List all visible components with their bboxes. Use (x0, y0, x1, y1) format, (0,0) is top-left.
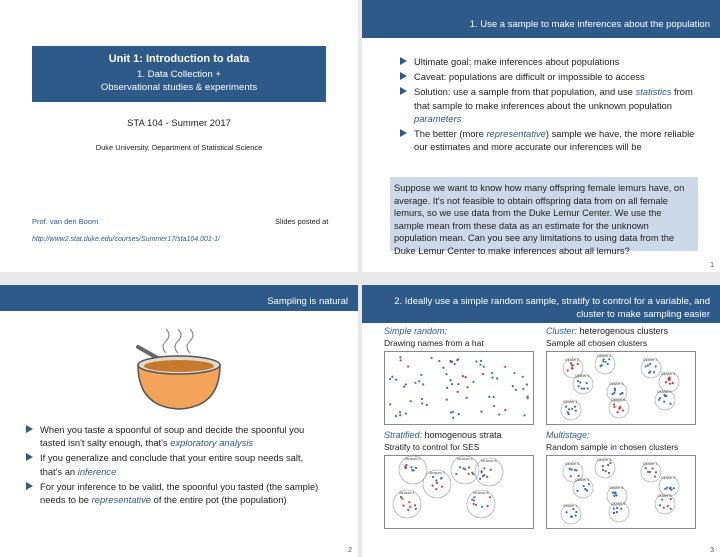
sample-point (407, 509, 409, 511)
sample-point (570, 475, 572, 477)
slide-header: 1. Use a sample to make inferences about the population (362, 0, 720, 38)
sample-point (588, 483, 590, 485)
sample-point (611, 393, 613, 395)
sample-point (456, 359, 458, 361)
sample-point (648, 372, 650, 374)
course-url[interactable]: http://www2.stat.duke.edu/courses/Summer17/sta104.001-1/ (32, 236, 220, 243)
sample-point (490, 469, 492, 471)
multistage-plot (546, 455, 696, 529)
sample-point (420, 374, 422, 376)
sample-point (602, 360, 604, 362)
sample-point (570, 362, 572, 364)
sample-point (441, 477, 443, 479)
sample-point (475, 360, 477, 362)
sample-point (584, 488, 586, 490)
sample-point (669, 487, 671, 489)
sample-point (483, 474, 485, 476)
sample-point (602, 469, 604, 471)
sample-point (576, 490, 578, 492)
bullet-icon (400, 72, 407, 80)
sample-point (645, 467, 647, 469)
sample-point (480, 411, 482, 413)
sample-point (665, 395, 667, 397)
sample-point (414, 504, 416, 506)
sample-point (605, 470, 607, 472)
sample-point (498, 413, 500, 415)
sample-point (614, 389, 616, 391)
sample-point (512, 385, 514, 387)
sample-point (655, 471, 657, 473)
stratum-label: Stratum 1 (399, 491, 415, 495)
sample-point (479, 478, 481, 480)
sample-point (407, 365, 409, 367)
sample-point (480, 360, 482, 362)
sample-point (649, 471, 651, 473)
sample-point (415, 508, 417, 510)
sample-point (669, 378, 671, 380)
page-number: 2 (348, 547, 352, 554)
sample-point (601, 364, 603, 366)
sample-point (673, 487, 675, 489)
sample-point (567, 369, 569, 371)
sample-point (395, 415, 397, 417)
sample-point (607, 363, 609, 365)
sample-point (504, 366, 506, 368)
cluster-label: Cluster 3 (597, 458, 612, 462)
sample-point (612, 492, 614, 494)
sample-point (471, 472, 473, 474)
cluster-label: Cluster 8 (661, 372, 676, 376)
sample-point (452, 417, 454, 419)
sample-point (432, 476, 434, 478)
sample-point (513, 372, 515, 374)
bullet-list (26, 423, 326, 508)
sample-point (616, 511, 618, 513)
sample-point (442, 367, 444, 369)
sample-point (458, 413, 460, 415)
sample-point (522, 376, 524, 378)
sample-point (579, 381, 581, 383)
sample-point (613, 406, 615, 408)
sample-point (659, 504, 661, 506)
cluster-label: Cluster 3 (597, 354, 612, 358)
soup-pot-illustration (124, 325, 234, 415)
sample-point (575, 511, 577, 513)
cluster-label: Cluster 7 (643, 462, 658, 466)
sample-point (457, 391, 459, 393)
sample-point (568, 413, 570, 415)
sample-point (654, 475, 656, 477)
cluster-label: Cluster 4 (575, 374, 590, 378)
sample-point (473, 499, 475, 501)
page-number: 3 (710, 547, 714, 554)
sample-point (616, 494, 618, 496)
sample-point (411, 469, 413, 471)
sample-point (483, 366, 485, 368)
slide-title (0, 0, 358, 272)
sample-point (454, 363, 456, 365)
sample-point (475, 504, 477, 506)
slide-header: Sampling is natural (0, 285, 358, 311)
sample-point (408, 501, 410, 503)
sample-point (459, 466, 461, 468)
sample-point (583, 388, 585, 390)
sample-point (609, 462, 611, 464)
bullet-icon (26, 453, 33, 461)
bullet-item: If you generalize and conclude that your entire soup needs salt, that's an inference (26, 451, 326, 477)
sample-point (522, 388, 524, 390)
cluster-label: Cluster 4 (575, 478, 590, 482)
sample-point (647, 364, 649, 366)
sample-point (583, 485, 585, 487)
sample-point (481, 506, 483, 508)
sample-point (568, 408, 570, 410)
cluster-label: Cluster 2 (565, 462, 580, 466)
cluster-label: Cluster 6 (611, 502, 626, 506)
unit-subtitle-2: Observational studies & experiments (100, 82, 258, 93)
sample-point (669, 403, 671, 405)
sample-point (571, 408, 573, 410)
lemur-example-box: Suppose we want to know how many offspring female lemurs have, on average. It's not feasible to obtain offspring data from on all female lemurs, so we use data from the Duke Lemur Center. We use the sample mean from these data as an estimate for the unknown population mean. Can you see any limitations to using data from the Duke Lemur Center to make inferences about all lemurs? (390, 177, 698, 251)
stratum-label: Stratum 5 (481, 459, 497, 463)
sample-point (665, 381, 667, 383)
sample-point (450, 360, 452, 362)
bullet-item: Solution: use a sample from that population, and use statistics from that sample to make inferences about the unknown population parameters (400, 85, 700, 125)
sample-point (489, 496, 491, 498)
sample-point (504, 409, 506, 411)
sample-point (670, 498, 672, 500)
sample-point (389, 378, 391, 380)
sample-point (473, 503, 475, 505)
cluster-label: Cluster 1 (563, 504, 578, 508)
sample-point (571, 468, 573, 470)
sample-point (414, 382, 416, 384)
department: Duke University, Department of Statistical Science (95, 143, 263, 152)
sample-point (670, 508, 672, 510)
slides-note: Slides posted at (275, 217, 329, 226)
sample-point (402, 505, 404, 507)
sample-point (527, 397, 529, 399)
slide-sampling-natural (0, 285, 358, 557)
sample-point (569, 468, 571, 470)
sample-point (649, 363, 651, 365)
multistage-caption: Multistage: Random sample in chosen clusters (546, 430, 679, 452)
sample-point (620, 508, 622, 510)
cluster-label: Cluster 9 (657, 494, 672, 498)
sample-point (491, 377, 493, 379)
sample-point (493, 396, 495, 398)
cluster-caption: Cluster: heterogenous clusters Sample all chosen clusters (546, 326, 669, 348)
sample-point (613, 508, 615, 510)
sample-point (405, 464, 407, 466)
stratified-caption: Stratified: homogenous strata Stratify to control for SES (384, 430, 502, 452)
sample-point (602, 465, 604, 467)
sample-point (565, 406, 567, 408)
stratum-label: Stratum 4 (457, 457, 473, 461)
sample-point (621, 392, 623, 394)
sample-point (409, 506, 411, 508)
sample-point (466, 386, 468, 388)
simple-random-plot (384, 351, 534, 425)
sample-point (578, 385, 580, 387)
sample-point (586, 382, 588, 384)
sample-point (613, 403, 615, 405)
sample-point (619, 393, 621, 395)
sample-point (571, 367, 573, 369)
sample-point (457, 383, 459, 385)
sample-point (462, 467, 464, 469)
sample-point (663, 401, 665, 403)
bullet-item: Ultimate goal: make inferences about populations (400, 55, 700, 68)
sample-point (616, 411, 618, 413)
unit-subtitle-1: 1. Data Collection + (137, 69, 221, 80)
sample-point (482, 373, 484, 375)
sample-point (410, 466, 412, 468)
sample-point (455, 473, 457, 475)
sample-point (430, 357, 432, 359)
sample-point (653, 371, 655, 373)
sample-point (577, 380, 579, 382)
bullet-icon (400, 129, 407, 137)
sample-point (604, 361, 606, 363)
sample-point (399, 356, 401, 358)
sample-point (462, 375, 464, 377)
sample-point (664, 488, 666, 490)
sample-point (663, 507, 665, 509)
sample-point (431, 485, 433, 487)
sample-point (523, 414, 525, 416)
sample-point (487, 505, 489, 507)
sample-point (580, 387, 582, 389)
sample-point (438, 360, 440, 362)
sample-point (405, 466, 407, 468)
sample-point (666, 486, 668, 488)
sample-point (578, 475, 580, 477)
sample-point (603, 358, 605, 360)
sample-point (405, 412, 407, 414)
sample-point (449, 379, 451, 381)
sample-point (483, 467, 485, 469)
sample-point (479, 364, 481, 366)
sample-point (435, 488, 437, 490)
sample-point (655, 365, 657, 367)
sample-point (659, 397, 661, 399)
sample-point (491, 372, 493, 374)
bullet-icon (400, 87, 407, 95)
sample-point (446, 398, 448, 400)
sample-point (445, 373, 447, 375)
cluster-label: Cluster 7 (643, 358, 658, 362)
sample-point (473, 496, 475, 498)
sample-point (441, 486, 443, 488)
cluster-label: Cluster 5 (609, 486, 624, 490)
sample-point (389, 403, 391, 405)
sample-point (488, 396, 490, 398)
unit-title: Unit 1: Introduction to data (108, 53, 250, 65)
simple-random-caption: Simple random: Drawing names from a hat (384, 326, 484, 348)
bullet-icon (26, 482, 33, 490)
sample-point (622, 409, 624, 411)
sample-point (468, 473, 470, 475)
cluster-label: Cluster 9 (657, 390, 672, 394)
sample-point (613, 512, 615, 514)
sample-point (395, 379, 397, 381)
bullet-item: Caveat: populations are difficult or impossible to access (400, 70, 700, 83)
slide-header: 2. Ideally use a simple random sample, stratify to control for a variable, and cluster to make sampling easier (362, 285, 720, 323)
cluster-label: Cluster 2 (565, 358, 580, 362)
cluster-plot (546, 351, 696, 425)
stratum-label: Stratum 3 (429, 471, 445, 475)
sample-point (466, 397, 468, 399)
sample-point (450, 411, 452, 413)
sample-point (451, 383, 453, 385)
bullet-item: The better (more representative) sample we have, the more reliable our estimates and more accurate our inferences will be (400, 127, 700, 153)
sample-point (405, 383, 407, 385)
sample-point (608, 358, 610, 360)
sample-point (401, 498, 403, 500)
sample-point (565, 511, 567, 513)
sample-point (496, 377, 498, 379)
slide-inference (362, 0, 720, 272)
sample-point (577, 363, 579, 365)
sample-point (575, 410, 577, 412)
cluster-label: Cluster 1 (563, 400, 578, 404)
sample-point (669, 383, 671, 385)
sample-point (616, 507, 618, 509)
sample-point (575, 469, 577, 471)
bullet-item: When you taste a spoonful of soup and decide the spoonful you tasted isn't salty enough, that's exploratory analysis (26, 423, 326, 449)
sample-point (571, 516, 573, 518)
sample-point (400, 359, 402, 361)
sample-point (426, 404, 428, 406)
stratum-label: Stratum 6 (473, 491, 489, 495)
sample-point (672, 382, 674, 384)
sample-point (399, 411, 401, 413)
sample-point (608, 472, 610, 474)
sample-point (493, 405, 495, 407)
sample-point (418, 380, 420, 382)
bullet-icon (400, 57, 407, 65)
page-number: 1 (710, 262, 714, 269)
cluster-label: Cluster 6 (611, 398, 626, 402)
bullet-list (400, 55, 700, 155)
course-name: STA 104 - Summer 2017 (127, 118, 231, 129)
sample-point (436, 482, 438, 484)
sample-point (572, 508, 574, 510)
sample-point (391, 376, 393, 378)
sample-point (481, 471, 483, 473)
stratum-label: Stratum 2 (405, 457, 421, 461)
sample-point (410, 400, 412, 402)
sample-point (464, 376, 466, 378)
sample-point (422, 383, 424, 385)
sample-point (663, 394, 665, 396)
bullet-item: For your inference to be valid, the spoonful you tasted (the sample) needs to be representative of the entire pot (the population) (26, 480, 326, 506)
professor: Prof. van den Boom (32, 217, 99, 226)
sample-point (435, 479, 437, 481)
sample-point (586, 489, 588, 491)
cluster-label: Cluster 8 (661, 476, 676, 480)
sample-point (607, 464, 609, 466)
sample-point (619, 406, 621, 408)
sample-point (645, 365, 647, 367)
sample-point (399, 414, 401, 416)
sample-point (515, 389, 517, 391)
sample-point (415, 467, 417, 469)
sample-point (647, 471, 649, 473)
sample-point (421, 402, 423, 404)
slide-sampling-designs (362, 285, 720, 557)
sample-point (667, 505, 669, 507)
sample-point (446, 387, 448, 389)
sample-point (472, 381, 474, 383)
cluster-label: Cluster 5 (609, 382, 624, 386)
title-block (32, 46, 326, 102)
sample-point (403, 385, 405, 387)
sample-point (661, 498, 663, 500)
sample-point (526, 383, 528, 385)
sample-point (468, 466, 470, 468)
sample-point (574, 515, 576, 517)
sample-point (486, 476, 488, 478)
sample-point (400, 496, 402, 498)
sample-point (574, 406, 576, 408)
stratified-plot (384, 455, 534, 529)
sample-point (571, 364, 573, 366)
sample-point (651, 467, 653, 469)
sample-point (613, 495, 615, 497)
sample-point (421, 398, 423, 400)
sample-point (587, 387, 589, 389)
bullet-icon (26, 425, 33, 433)
